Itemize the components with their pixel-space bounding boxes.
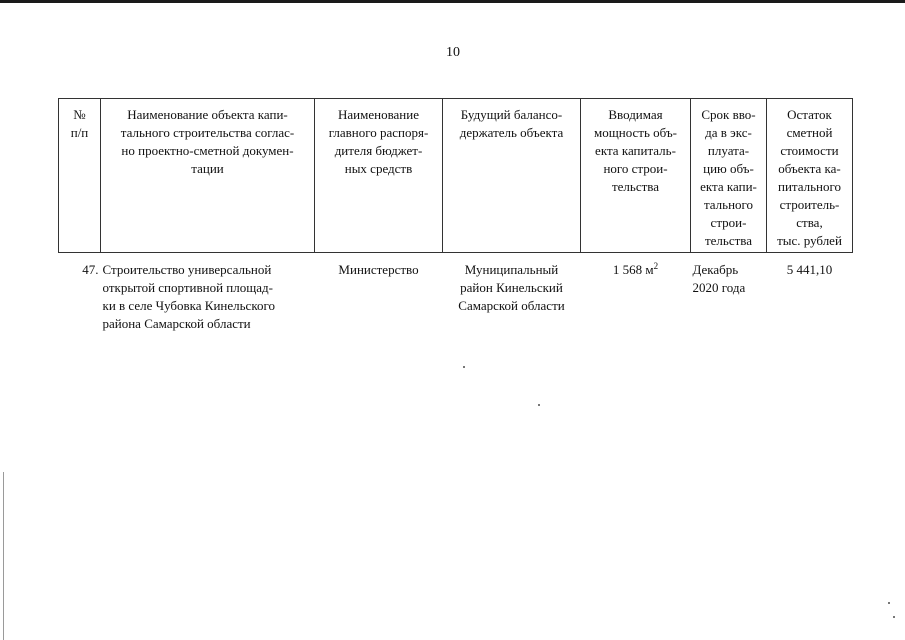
capital-objects-table — [58, 98, 853, 333]
header-object-name: Наименование объекта капи- тального строительства соглас- но проектно-сметной докумен- тации — [101, 99, 315, 253]
table-header-row — [59, 99, 853, 253]
scan-speck — [538, 404, 540, 406]
header-remaining-cost: Остаток сметной стоимости объекта ка- питального строитель- ства, тыс. рублей — [767, 99, 853, 253]
scan-speck — [888, 602, 890, 604]
row-budget-manager: Министерство — [338, 262, 419, 277]
header-number: № п/п — [59, 99, 101, 253]
header-capacity: Вводимая мощность объ- екта капиталь- ного строи- тельства — [581, 99, 691, 253]
scan-margin-line — [3, 472, 4, 640]
scan-speck — [893, 616, 895, 618]
capacity-value: 1 568 м — [612, 262, 654, 277]
row-object-name: Строительство универсальной открытой спортивной площад- ки в селе Чубовка Кинельского района Самарской области — [102, 262, 275, 331]
row-balance-holder: Муниципальный район Кинельский Самарской области — [458, 262, 565, 313]
header-budget-manager: Наименование главного распоря- дителя бюджет- ных средств — [315, 99, 443, 253]
header-balance-holder: Будущий балансо- держатель объекта — [443, 99, 581, 253]
row-number: 47. — [82, 262, 99, 277]
row-commission-date: Декабрь 2020 года — [692, 262, 746, 295]
capacity-unit-exponent: 2 — [653, 261, 659, 271]
top-border-line — [0, 0, 905, 3]
table-row — [59, 253, 853, 334]
row-capacity — [581, 253, 691, 334]
row-remaining-cost: 5 441,10 — [786, 262, 833, 277]
header-commission-date: Срок вво- да в экс- плуата- цию объ- екта капи- тального строи- тельства — [691, 99, 767, 253]
page-number: 10 — [446, 45, 460, 60]
scan-speck — [463, 366, 465, 368]
